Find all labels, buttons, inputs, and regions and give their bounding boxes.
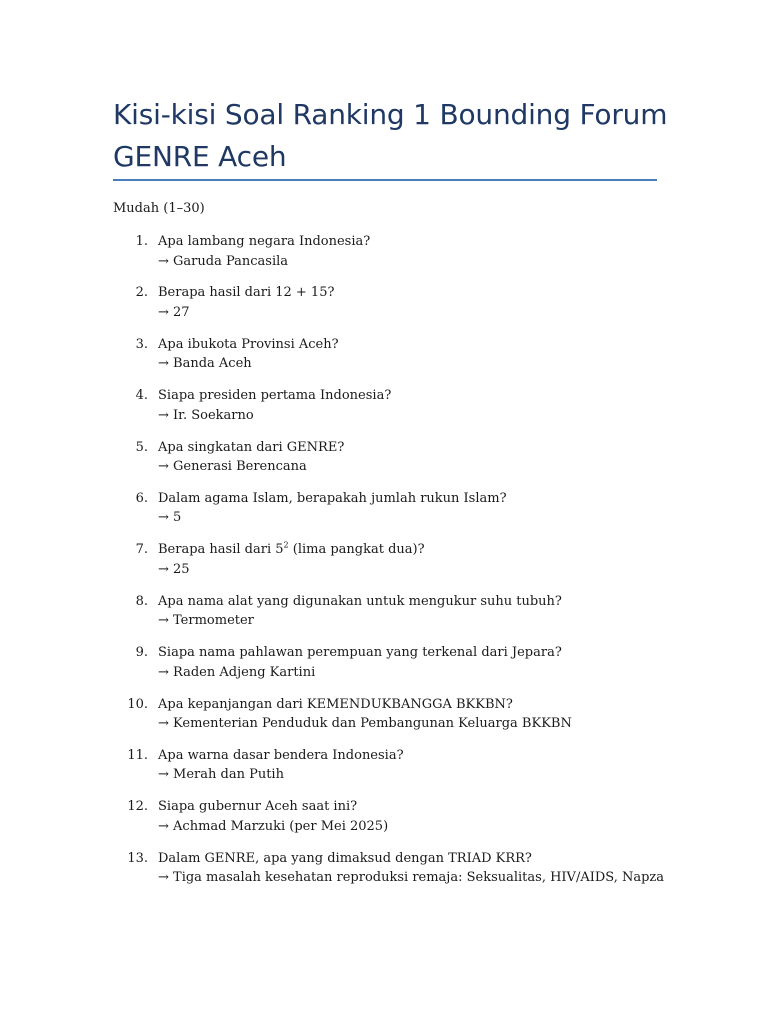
list-item xyxy=(113,643,673,694)
question-number: 10. xyxy=(127,696,148,712)
answer-text: → Ir. Soekarno xyxy=(158,407,254,423)
superscript-exponent: 2 xyxy=(283,541,289,551)
list-item xyxy=(113,592,673,643)
question-text: Berapa hasil dari 12 + 15? xyxy=(158,285,335,301)
question-text: Siapa nama pahlawan perempuan yang terkenal dari Jepara? xyxy=(158,645,562,661)
question-text: Siapa gubernur Aceh saat ini? xyxy=(158,799,358,815)
question-text: Dalam GENRE, apa yang dimaksud dengan TRIAD KRR? xyxy=(158,850,532,866)
question-text-part: Berapa hasil dari 5 xyxy=(158,542,284,558)
question-number: 11. xyxy=(127,747,148,763)
answer-text: → Generasi Berencana xyxy=(158,459,307,475)
question-text: Apa kepanjangan dari KEMENDUKBANGGA BKKBN? xyxy=(158,696,513,712)
page-title xyxy=(113,94,673,178)
answer-text: → Raden Adjeng Kartini xyxy=(158,664,316,680)
answer-text: → Garuda Pancasila xyxy=(158,253,289,269)
answer-text: → Tiga masalah kesehatan reproduksi remaja: Seksualitas, HIV/AIDS, Napza xyxy=(158,870,665,886)
question-number: 7. xyxy=(135,542,148,558)
question-text: Dalam agama Islam, berapakah jumlah rukun Islam? xyxy=(158,490,507,506)
answer-text: → Banda Aceh xyxy=(158,356,252,372)
question-number: 2. xyxy=(135,285,148,301)
page-title-line-1: Kisi-kisi Soal Ranking 1 Bounding Forum xyxy=(113,98,668,131)
list-item xyxy=(113,849,673,900)
question-text: Apa warna dasar bendera Indonesia? xyxy=(158,747,404,763)
list-item xyxy=(113,746,673,797)
answer-text: → Merah dan Putih xyxy=(158,767,284,783)
question-number: 6. xyxy=(135,490,148,506)
list-item xyxy=(113,489,673,540)
question-number: 3. xyxy=(135,336,148,352)
answer-text: → Kementerian Penduduk dan Pembangunan Keluarga BKKBN xyxy=(158,716,572,732)
list-item xyxy=(113,232,673,283)
question-list xyxy=(113,232,673,900)
list-item xyxy=(113,386,673,437)
page-title-line-2: GENRE Aceh xyxy=(113,140,287,173)
question-number: 13. xyxy=(127,850,148,866)
section-heading: Mudah (1–30) xyxy=(113,201,205,216)
question-text: Siapa presiden pertama Indonesia? xyxy=(158,388,392,404)
answer-text: → Termometer xyxy=(158,613,254,629)
question-text: Apa singkatan dari GENRE? xyxy=(158,439,345,455)
title-underline-divider xyxy=(113,179,657,181)
question-number: 1. xyxy=(135,234,148,249)
list-item xyxy=(113,695,673,746)
question-number: 12. xyxy=(127,799,148,815)
answer-text: → 25 xyxy=(158,561,190,577)
question-text xyxy=(158,540,425,560)
question-text: Apa ibukota Provinsi Aceh? xyxy=(158,336,339,352)
question-number: 9. xyxy=(135,645,148,661)
question-number: 5. xyxy=(135,439,148,455)
question-text: Apa nama alat yang digunakan untuk mengukur suhu tubuh? xyxy=(158,593,562,609)
list-item xyxy=(113,283,673,334)
answer-text: → 27 xyxy=(158,304,190,320)
answer-text: → 5 xyxy=(158,510,182,526)
list-item xyxy=(113,540,673,591)
list-item xyxy=(113,335,673,386)
answer-text: → Achmad Marzuki (per Mei 2025) xyxy=(158,818,389,834)
question-text: Apa lambang negara Indonesia? xyxy=(158,234,371,249)
question-text-part: (lima pangkat dua)? xyxy=(288,542,425,558)
question-number: 8. xyxy=(135,593,148,609)
list-item xyxy=(113,797,673,848)
question-number: 4. xyxy=(135,388,148,404)
list-item xyxy=(113,438,673,489)
